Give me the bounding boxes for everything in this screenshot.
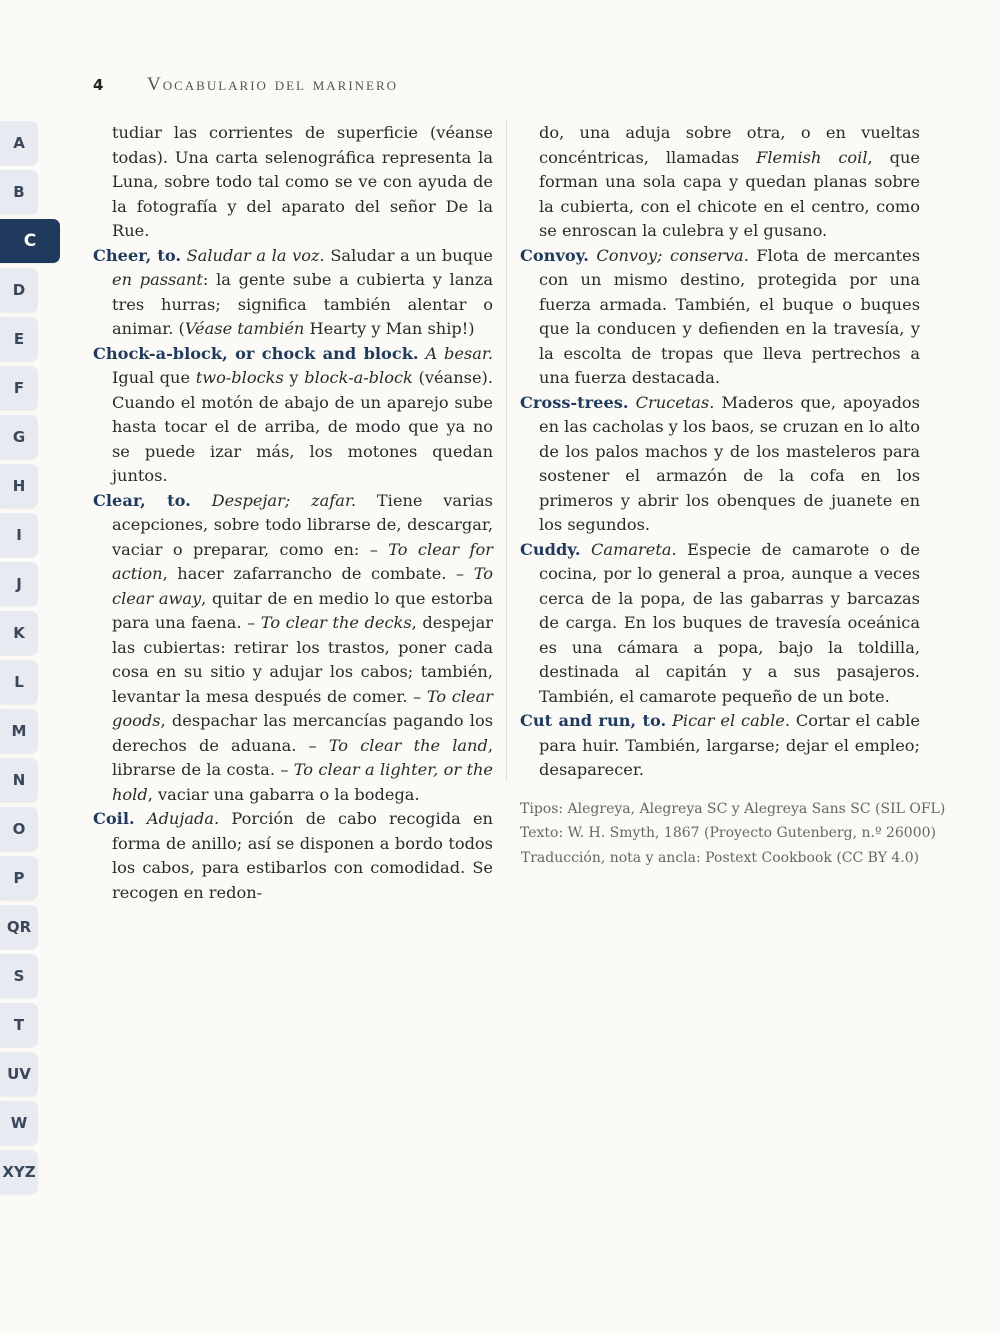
- italic-text: en passant: [112, 270, 203, 289]
- column-divider: [506, 121, 507, 781]
- italic-text: Véase también: [184, 319, 305, 338]
- entry-text: (véanse). Cuando el motón de abajo de un aparejo sube hasta tocar el de arriba, de modo que ya no se puede izar más, los motones quedan juntos.: [112, 368, 493, 485]
- index-tab-p[interactable]: P: [0, 856, 38, 900]
- dictionary-entry: [520, 244, 920, 391]
- index-tab-qr[interactable]: QR: [0, 905, 38, 949]
- dictionary-entry: [520, 709, 920, 783]
- index-tab-o[interactable]: O: [0, 807, 38, 851]
- entry-text: [629, 393, 636, 412]
- italic-text: Saludar a la voz.: [186, 245, 325, 265]
- italic-text: To clear away: [112, 564, 493, 608]
- left-column: [93, 121, 493, 905]
- italic-text: A besar.: [425, 343, 493, 363]
- italic-text: Convoy; conserva.: [596, 245, 749, 265]
- dictionary-entry: [93, 342, 493, 489]
- index-tab-k[interactable]: K: [0, 611, 38, 655]
- entry-term: Convoy.: [520, 245, 589, 265]
- index-tab-j[interactable]: J: [0, 562, 38, 606]
- italic-text: To clear a lighter, or the hold: [112, 760, 493, 804]
- dictionary-entry: [93, 807, 493, 905]
- entry-text: Hearty y Man ship!): [304, 319, 475, 338]
- italic-text: Adujada.: [146, 809, 220, 828]
- index-tab-d[interactable]: D: [0, 268, 38, 312]
- page-number: 4: [93, 76, 104, 94]
- entry-text: Igual que: [112, 368, 196, 387]
- italic-text: Despejar; zafar.: [211, 490, 357, 510]
- dictionary-entry: [93, 244, 493, 342]
- entry-text: , que forman una sola capa y quedan planas sobre la cubierta, con el chicote en el centro, como se enroscan la culebra y el gusano.: [539, 147, 920, 240]
- index-tab-w[interactable]: W: [0, 1101, 38, 1145]
- index-tab-g[interactable]: G: [0, 415, 38, 459]
- colophon: [520, 797, 946, 871]
- right-column: [520, 121, 946, 870]
- entry-term: Cuddy.: [520, 539, 581, 559]
- entry-text: Flota de mercantes con un mismo destino, protegida por una fuerza armada. También, el buque o buques que la conducen y defienden en la travesía, y la escolta de tropas que lleva pertrechos a una fuerza destacada.: [539, 245, 920, 387]
- entry-term: Chock-a-block, or chock and block.: [93, 343, 419, 363]
- entry-term: Coil.: [93, 809, 135, 828]
- entry-text: : la gente sube a cubierta y lanza tres hurras; significa también alentar o animar. (: [112, 270, 493, 338]
- index-tab-s[interactable]: S: [0, 954, 38, 998]
- dictionary-entry: [520, 391, 920, 538]
- index-tab-l[interactable]: L: [0, 660, 38, 704]
- running-header: [93, 74, 923, 100]
- entry-text: Tiene varias acepciones, sobre todo librarse de, descargar, vaciar o preparar, como en: –: [112, 490, 493, 559]
- index-tab-m[interactable]: M: [0, 709, 38, 753]
- entry-text: , librarse de la costa. –: [112, 735, 494, 779]
- entry-text: tudiar las corrientes de superficie (véanse todas). Una carta selenográfica representa la Luna, sobre todo tal como se ve con ayuda de la fotografía y del aparato del señor De la Rue.: [112, 123, 493, 240]
- entry-term: Cheer, to.: [93, 245, 181, 265]
- entry-text: [135, 809, 147, 828]
- index-tab-e[interactable]: E: [0, 317, 38, 361]
- entry-text: , despachar las mercancías pagando los derechos de aduana. –: [112, 711, 493, 755]
- index-tab-i[interactable]: I: [0, 513, 38, 557]
- entry-text: , quitar de en medio lo que estorba para una faena. –: [112, 588, 493, 632]
- italic-text: To clear the decks: [260, 613, 412, 632]
- entry-text: do, una aduja sobre otra, o en vueltas concéntricas, llamadas: [539, 123, 920, 167]
- italic-text: two-blocks: [195, 368, 284, 387]
- dictionary-entry: [93, 489, 493, 808]
- entry-text: Porción de cabo recogida en forma de anillo; así se disponen a bordo todos los cabos, para estibarlos con comodidad. Se recogen en redon-: [112, 809, 493, 902]
- colophon-credits: Traducción, nota y ancla: Postext Cookbook (CC BY 4.0): [520, 849, 920, 866]
- entry-text: [191, 491, 212, 510]
- entry-text: Especie de camarote o de cocina, por lo general a proa, aunque a veces cerca de la popa, de las gabarras y barcazas de carga. En los buques de travesía oceánica es una cámara a popa, bajo la toldilla, destinada al capitán y a sus pasajeros. También, el camarote pequeño de un bote.: [539, 539, 920, 706]
- italic-text: To clear goods: [112, 686, 493, 730]
- entry-text: , despejar las cubiertas: retirar los trastos, poner cada cosa en su sitio y adujar los cabos; también, levantar la mesa después de comer. –: [112, 613, 493, 706]
- index-tab-f[interactable]: F: [0, 366, 38, 410]
- entry-text: y: [283, 368, 305, 387]
- entry-text: , hacer zafarrancho de combate. –: [162, 564, 474, 583]
- entry-text: , vaciar una gabarra o la bodega.: [147, 784, 420, 804]
- entry-term: Cut and run, to.: [520, 711, 667, 730]
- entry-text: Maderos que, apoyados en las cacholas y los baos, se cruzan en lo alto de los palos machos y de los masteleros para sostener el armazón de la cofa en los primeros y abrir los obenques de juanete en los segundos.: [539, 392, 920, 534]
- entry-continuation: [93, 121, 493, 244]
- index-tab-t[interactable]: T: [0, 1003, 38, 1047]
- entry-text: [580, 540, 591, 559]
- index-tab-uv[interactable]: UV: [0, 1052, 38, 1096]
- entry-text: Cortar el cable para huir. También, largarse; dejar el empleo; desaparecer.: [539, 711, 920, 779]
- italic-text: Picar el cable.: [672, 711, 791, 730]
- italic-text: Camareta.: [591, 539, 677, 559]
- index-tab-a[interactable]: A: [0, 121, 38, 165]
- entry-term: Clear, to.: [93, 490, 191, 510]
- index-tab-xyz[interactable]: XYZ: [0, 1150, 38, 1194]
- italic-text: Crucetas.: [635, 392, 715, 412]
- index-tab-h[interactable]: H: [0, 464, 38, 508]
- italic-text: To clear the land: [328, 735, 488, 755]
- entry-continuation: [520, 121, 920, 244]
- entry-term: Cross-trees.: [520, 392, 629, 412]
- index-tab-b[interactable]: B: [0, 170, 38, 214]
- index-tab-n[interactable]: N: [0, 758, 38, 802]
- italic-text: block-a-block: [304, 368, 413, 387]
- entry-text: Saludar a un buque: [324, 245, 494, 265]
- italic-text: To clear for action: [112, 539, 493, 583]
- colophon-fonts: Tipos: Alegreya, Alegreya SC y Alegreya Sans SC (SIL OFL): [520, 800, 946, 817]
- index-tab-c[interactable]: C: [0, 219, 60, 263]
- running-title: Vocabulario del marinero: [147, 74, 399, 95]
- dictionary-entry: [520, 538, 920, 710]
- italic-text: Flemish coil: [756, 147, 868, 167]
- colophon-text-source: Texto: W. H. Smyth, 1867 (Proyecto Gutenberg, n.º 26000): [520, 825, 936, 841]
